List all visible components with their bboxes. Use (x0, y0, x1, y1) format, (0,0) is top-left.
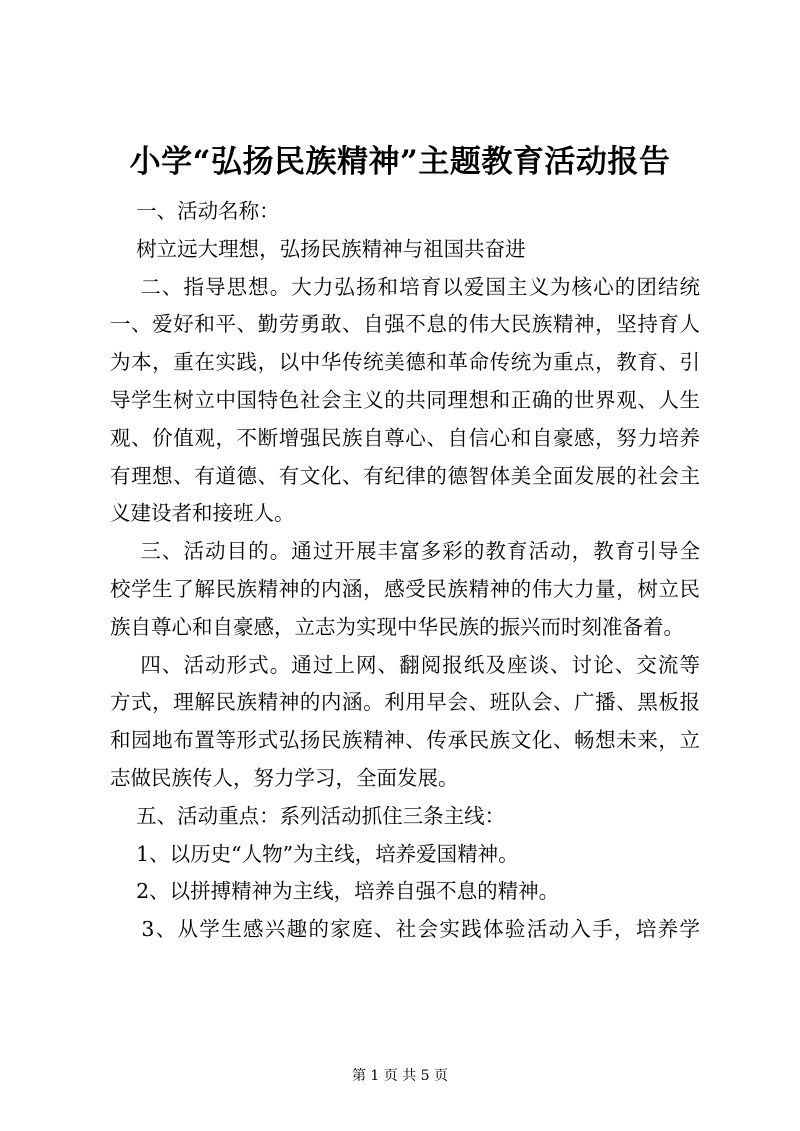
body-line: 树立远大理想，弘扬民族精神与祖国共奋进 (110, 236, 526, 261)
body-line: 2、以拼搏精神为主线，培养自强不息的精神。 (110, 879, 560, 904)
body-line: 二、指导思想。大力弘扬和培育以爱国主义为核心的团结统 (110, 274, 700, 299)
body-line: 义建设者和接班人。 (110, 501, 295, 526)
body-line: 三、活动目的。通过开展丰富多彩的教育活动，教育引导全 (110, 539, 700, 564)
body-line: 导学生树立中国特色社会主义的共同理想和正确的世界观、人生 (110, 387, 700, 412)
body-line: 为本，重在实践，以中华传统美德和革命传统为重点，教育、引 (110, 350, 700, 375)
body-line: 一、爱好和平、勤劳勇敢、自强不息的伟大民族精神，坚持育人 (110, 312, 700, 337)
body-line: 四、活动形式。通过上网、翻阅报纸及座谈、讨论、交流等 (110, 652, 700, 677)
body-line: 志做民族传人，努力学习，全面发展。 (110, 765, 459, 790)
body-line: 族自尊心和自豪感，立志为实现中华民族的振兴而时刻准备着。 (110, 614, 684, 639)
body-line: 和园地布置等形式弘扬民族精神、传承民族文化、畅想未来，立 (110, 728, 700, 753)
body-line: 3、从学生感兴趣的家庭、社会实践体验活动入手，培养学 (110, 917, 700, 942)
body-line: 校学生了解民族精神的内涵，感受民族精神的伟大力量，树立民 (110, 576, 700, 601)
body-line: 一、活动名称： (110, 199, 280, 223)
body-line: 观、价值观，不断增强民族自尊心、自信心和自豪感，努力培养 (110, 425, 700, 450)
body-line: 有理想、有道德、有文化、有纪律的德智体美全面发展的社会主 (110, 463, 700, 488)
document-body (110, 193, 700, 949)
page-footer: 第 1 页 共 5 页 (351, 1068, 449, 1084)
body-line: 方式，理解民族精神的内涵。利用早会、班队会、广播、黑板报 (110, 690, 700, 715)
body-line: 1、以历史“人物”为主线，培养爱国精神。 (110, 841, 519, 866)
document-title: 小学“弘扬民族精神”主题教育活动报告 (129, 144, 671, 180)
body-line: 五、活动重点：系列活动抓住三条主线： (110, 803, 506, 828)
